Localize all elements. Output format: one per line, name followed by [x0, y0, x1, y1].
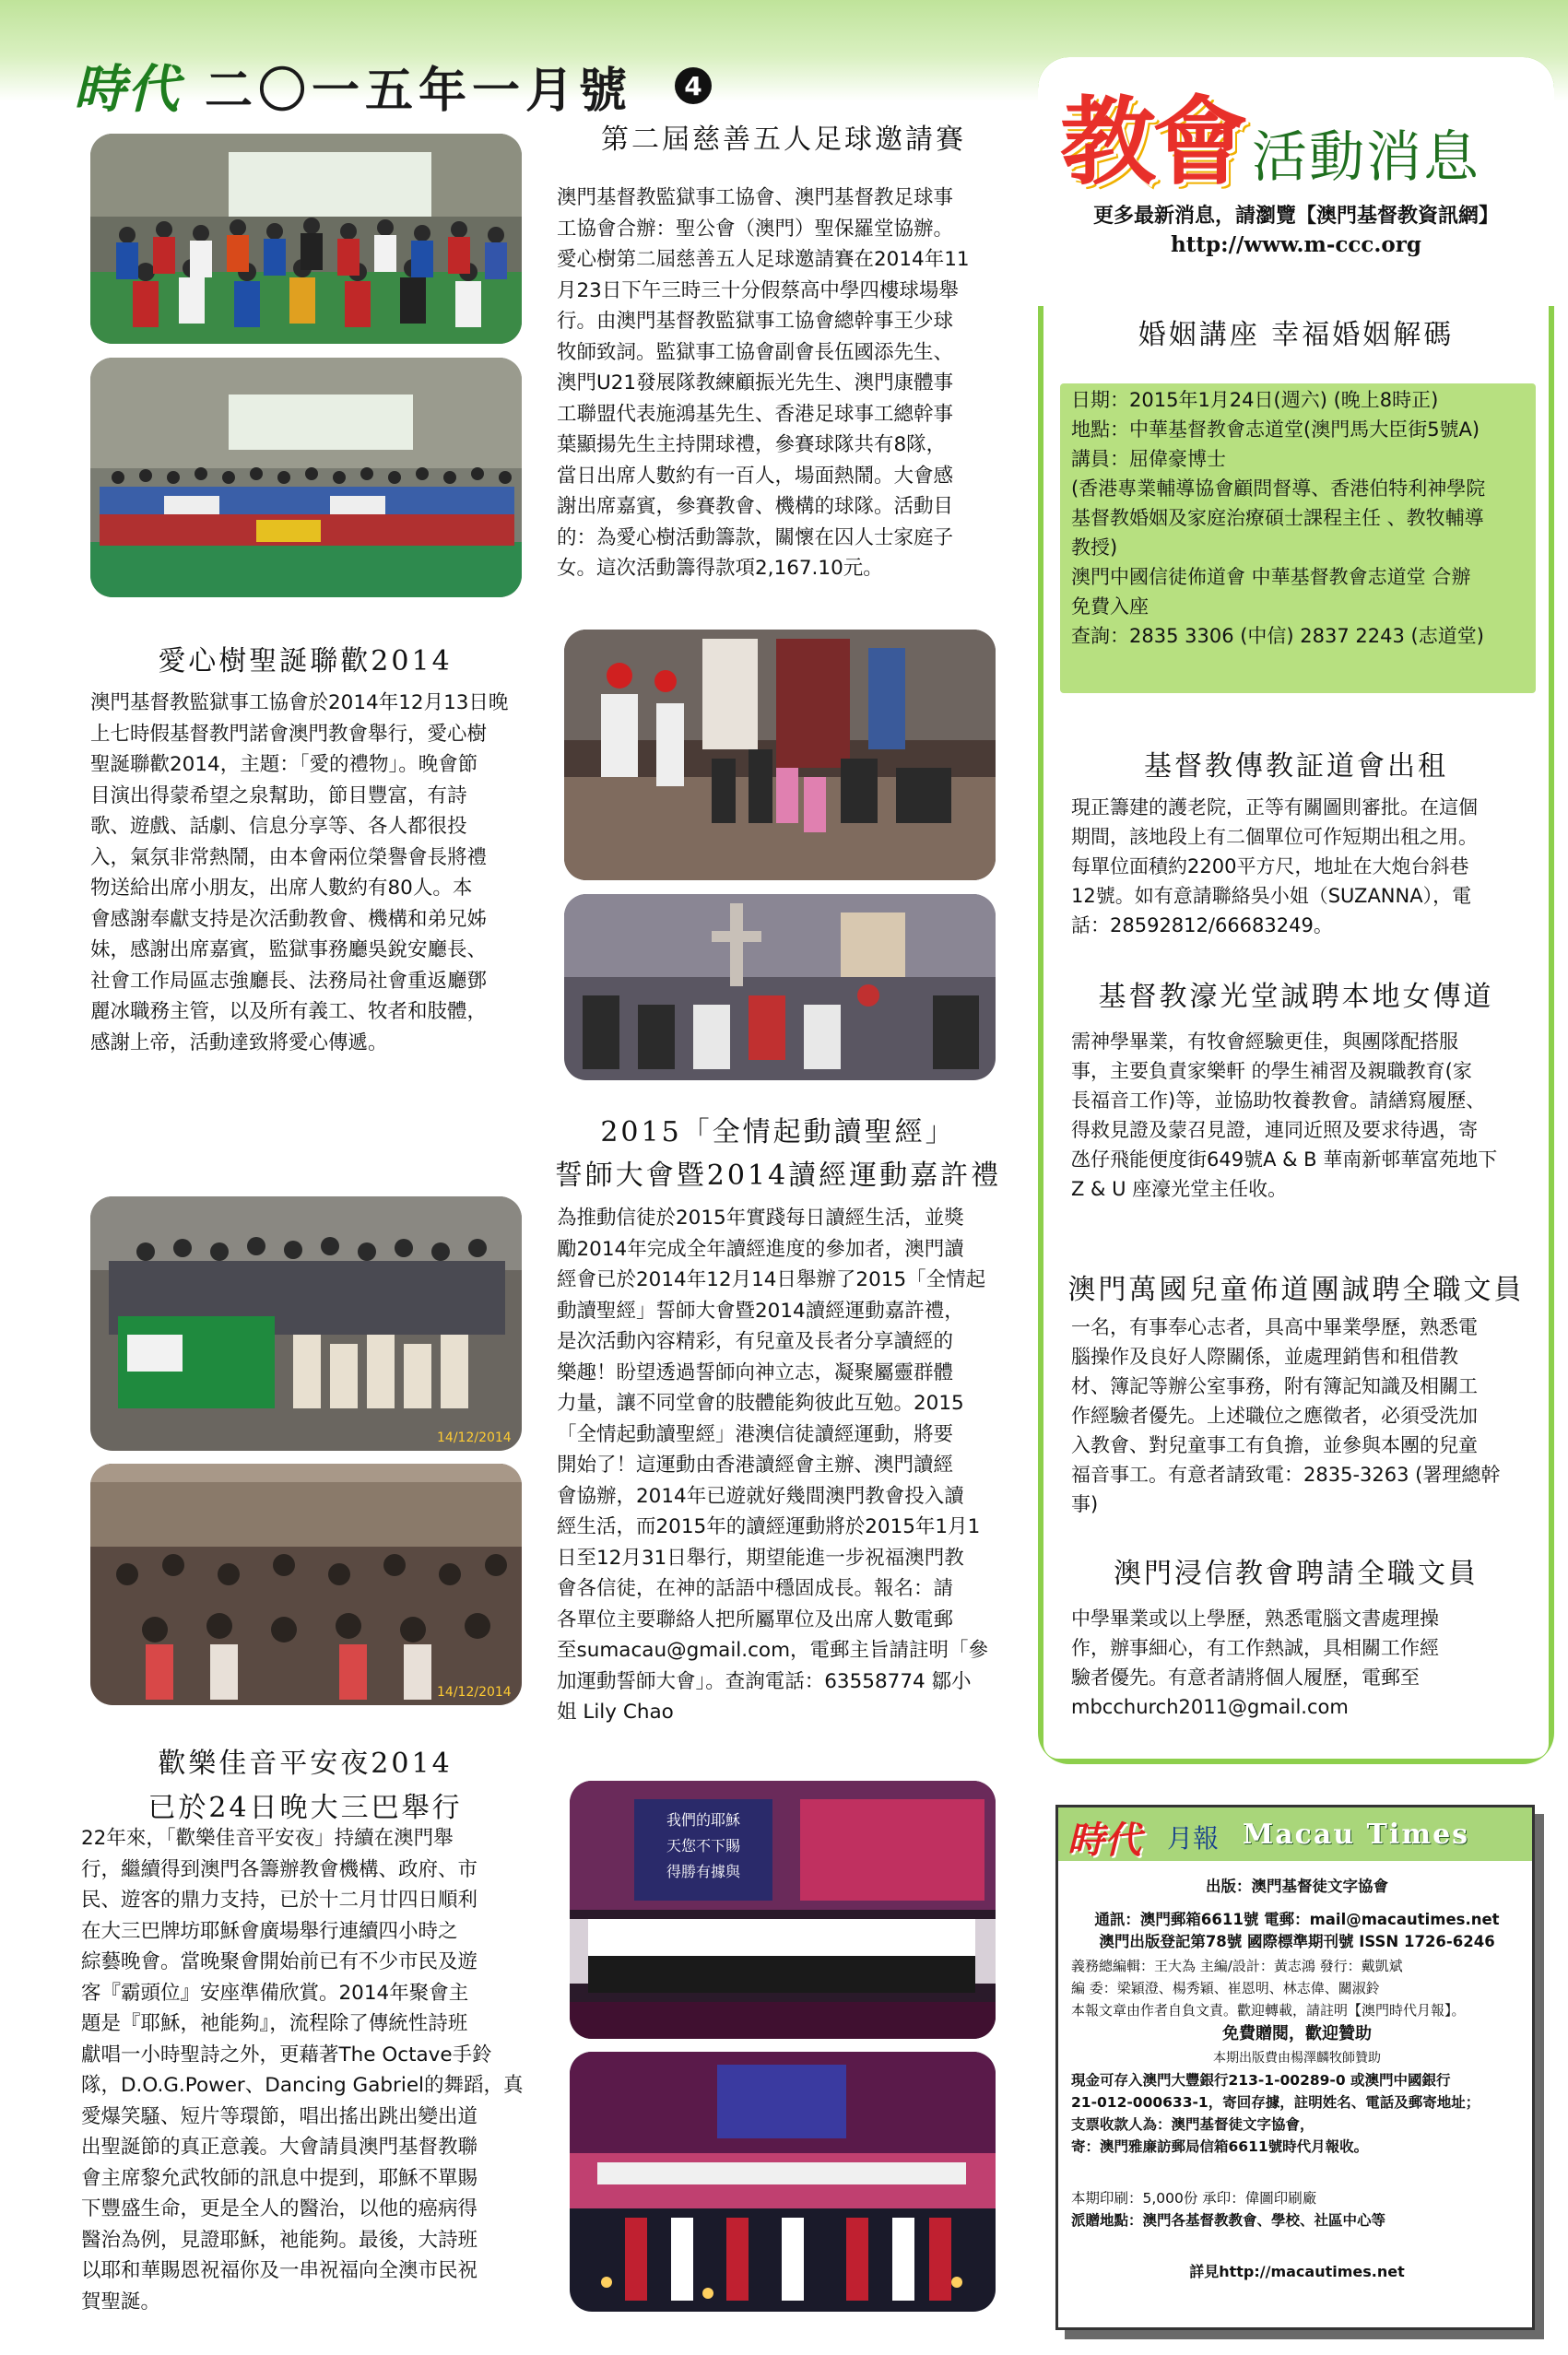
bible-line: 各單位主要聯絡人把所屬單位及出席人數電郵 [557, 1607, 954, 1631]
bible-photo-2-date: 14/12/2014 [437, 1685, 512, 1700]
football-body [557, 183, 1010, 584]
masthead [74, 53, 712, 118]
bible-line: 會協辦，2014年已遊就好幾間澳門教會投入讀 [557, 1484, 964, 1508]
carol-photo-2 [570, 2052, 996, 2312]
football-line: 工協會合辦：聖公會（澳門）聖保羅堂協辦。 [557, 217, 954, 241]
carol-line: 賀聖誕。 [81, 2290, 161, 2314]
bank-line-1: 現金可存入澳門大豐銀行213-1-00289-0 或澳門中國銀行 [1071, 2072, 1451, 2089]
bible-title-line-1: 2015「全情起動讀聖經」 [600, 1116, 956, 1148]
distribution: 派贈地點：澳門各基督教教會、學校、社區中心等 [1071, 2212, 1386, 2229]
carol-line: 題是『耶穌，祂能夠』，流程除了傳統性詩班 [81, 2012, 468, 2035]
children-line: 福音事工。有意者請致電：2835-3263 (署理總幹 [1071, 1464, 1501, 1486]
football-line: 行。由澳門基督教監獄事工協會總幹事王少球 [557, 310, 954, 333]
marriage-line: 地點：中華基督教會志道堂(澳門馬大臣街5號A) [1071, 418, 1480, 441]
carol-body [81, 1823, 544, 2317]
children-line: 事) [1071, 1493, 1099, 1515]
marriage-title: 婚姻講座 幸福婚姻解碼 [1138, 319, 1455, 351]
christmas-line: 物送給出席小朋友，出席人數約有80人。本 [90, 877, 473, 900]
football-photo-1 [90, 134, 522, 344]
more-info-note: 更多最新消息，請瀏覽【澳門基督教資訊網】 [1092, 205, 1499, 228]
rental-line: 現正籌建的護老院，正等有關圖則審批。在這個 [1071, 796, 1478, 818]
baptist-title: 澳門浸信教會聘請全職文員 [1114, 1558, 1479, 1590]
bible-title-line-2: 誓師大會暨2014讀經運動嘉許禮 [554, 1160, 1002, 1192]
bible-line: 姐 Lily Chao [557, 1701, 674, 1724]
baptist-body [1071, 1604, 1521, 1722]
christmas-line: 歌、遊戲、話劇、信息分享等、各人都很投 [90, 815, 467, 838]
mail-address: 寄：澳門雅廉訪郵局信箱6611號時代月報收。 [1071, 2138, 1369, 2155]
church-news-title-small: 活動消息 [1252, 125, 1481, 190]
football-line: 的：為愛心樹活動籌款，關懷在囚人士家庭子 [557, 525, 954, 549]
bible-line: 會各信徒，在神的話語中穩固成長。報名：請 [557, 1577, 954, 1600]
church-news-title-big: 教會 [1060, 86, 1245, 198]
marriage-line: 澳門中國信徒佈道會 中華基督教會志道堂 合辦 [1071, 566, 1471, 588]
rental-line: 每單位面積約2200平方尺，地址在大炮台斜巷 [1071, 855, 1469, 877]
marriage-line: 講員：屈偉豪博士 [1071, 448, 1226, 470]
preacher-body [1071, 1027, 1521, 1204]
publication-monthly: 月報 [1167, 1823, 1220, 1854]
christmas-line: 感謝上帝，活動達致將愛心傳遞。 [90, 1030, 388, 1054]
carol-line: 綜藝晚會。當晚聚會開始前已有不少市民及遊 [81, 1950, 478, 1973]
christmas-line: 聖誕聯歡2014，主題：「愛的禮物」。晚會節 [90, 753, 478, 776]
football-line: 工聯盟代表施鴻基先生、香港足球事工總幹事 [557, 402, 954, 426]
carol-line: 以耶和華賜恩祝福你及一串祝福向全澳市民祝 [81, 2259, 478, 2282]
football-line: 澳門基督教監獄事工協會、澳門基督教足球事 [557, 186, 954, 209]
info-url[interactable]: http://www.m-ccc.org [1171, 232, 1421, 257]
marriage-line: 免費入座 [1071, 595, 1149, 618]
carol-line: 客『霸頭位』安座準備欣賞。2014年聚會主 [81, 1981, 469, 2005]
football-line: 女。這次活動籌得款項2,167.10元。 [557, 557, 883, 580]
bank-line-2: 21-012-000633-1，寄回存據，註明姓名、電話及郵寄地址； [1071, 2094, 1480, 2111]
christmas-photo-2 [564, 894, 996, 1080]
cheque-payee: 支票收款人為：澳門基督徒文字協會， [1071, 2116, 1315, 2133]
marriage-line: (香港專業輔導協會顧問督導、香港伯特利神學院 [1071, 477, 1486, 500]
bible-line: 為推動信徒於2015年實踐每日讀經生活，並獎 [557, 1207, 964, 1230]
carol-line: 隊，D.O.G.Power、Dancing Gabriel的舞蹈，真 [81, 2074, 524, 2097]
children-body [1071, 1313, 1521, 1519]
christmas-line: 妹，感謝出席嘉賓，監獄事務廳吳銳安廳長、 [90, 938, 488, 961]
contact: 通訊：澳門郵箱6611號 電郵：mail@macautimes.net [1094, 1911, 1500, 1928]
christmas-body [90, 688, 538, 1058]
carol-line: 醫治為例，見證耶穌，祂能夠。最後，大詩班 [81, 2228, 478, 2252]
bible-photo-2 [90, 1464, 522, 1705]
marriage-line: 教授) [1071, 536, 1118, 559]
free-copy: 免費贈閱，歡迎贊助 [1222, 2024, 1372, 2043]
children-line: 腦操作及良好人際關係，並處理銷售和租借教 [1071, 1346, 1458, 1368]
carol-banner-text-3: 得勝有據與 [666, 1863, 741, 1880]
brand-title: 時代 [74, 60, 181, 120]
more-link[interactable]: 詳見http://macautimes.net [1189, 2263, 1405, 2280]
football-title: 第二屆慈善五人足球邀請賽 [601, 124, 966, 156]
football-line: 澳門U21發展隊教練顧振光先生、澳門康體事 [557, 371, 954, 394]
church-news-title [1060, 86, 1481, 198]
carol-banner-text-2: 天您不下賜 [666, 1837, 741, 1855]
rental-line: 話：28592812/66683249。 [1071, 914, 1333, 936]
rental-title: 基督教傳教証道會出租 [1144, 750, 1448, 783]
rental-line: 期間，該地段上有二個單位可作短期出租之用。 [1071, 826, 1478, 848]
baptist-line[interactable]: mbcchurch2011@gmail.com [1071, 1696, 1349, 1718]
carol-line: 出聖誕節的真正意義。大會請員澳門基督教聯 [81, 2136, 478, 2159]
carol-line: 會主席黎允武牧師的訊息中提到，耶穌不單賜 [81, 2166, 478, 2190]
marriage-body [1071, 385, 1521, 651]
carol-line: 下豐盛生命，更是全人的醫治，以他的癌病得 [81, 2197, 478, 2220]
christmas-line: 上七時假基督教門諾會澳門教會舉行，愛心樹 [90, 722, 488, 746]
bible-line: 加運動誓師大會」。查詢電話：63558774 鄒小 [557, 1669, 972, 1693]
carol-line: 獻唱一小時聖詩之外，更藉著The Octave手鈴 [81, 2043, 492, 2067]
football-photo-2 [90, 358, 522, 597]
bible-line: 勵2014年完成全年讀經進度的參加者，澳門讀 [557, 1237, 964, 1261]
children-line: 作經驗者優先。上述職位之應徵者，必須受洗加 [1071, 1405, 1478, 1427]
baptist-line: 中學畢業或以上學歷，熟悉電腦文書處理操 [1071, 1607, 1439, 1630]
christmas-line: 會感謝奉獻支持是次活動教會、機構和弟兄姊 [90, 907, 488, 931]
print-run: 本期印刷：5,000份 承印：偉圖印刷廠 [1071, 2190, 1317, 2207]
christmas-line: 社會工作局區志強廳長、法務局社會重返廳鄧 [90, 969, 488, 993]
christmas-title: 愛心樹聖誕聯歡2014 [158, 645, 453, 677]
sponsor-note: 本期出版費由楊澤麟牧師贊助 [1213, 2051, 1381, 2066]
bible-body [557, 1203, 1010, 1728]
bible-line: 是次活動內容精彩，有兒童及長者分享讀經的 [557, 1330, 954, 1353]
football-line: 愛心樹第二屆慈善五人足球邀請賽在2014年11 [557, 248, 970, 271]
bible-line: 日至12月31日舉行，期望能進一步祝福澳門教 [557, 1546, 964, 1570]
staff-line-1: 義務總編輯：王大為 主編/設計：黃志鴻 發行：戴凱斌 [1071, 1958, 1403, 1974]
publisher: 出版：澳門基督徒文字協會 [1206, 1878, 1388, 1895]
christmas-line: 澳門基督教監獄事工協會於2014年12月13日晚 [90, 691, 509, 714]
christmas-line: 麗冰職務主管，以及所有義工、牧者和肢體， [90, 1000, 488, 1023]
publication-brand: 時代 [1067, 1819, 1141, 1862]
bible-line: 「全情起動讀聖經」港澳信徒讀經運動，將要 [557, 1422, 954, 1446]
marriage-line: 基督教婚姻及家庭治療碩士課程主任 、教牧輔導 [1071, 507, 1484, 529]
children-line: 一名，有事奉心志者，具高中畢業學歷，熟悉電 [1071, 1316, 1478, 1338]
bible-photo-1-date: 14/12/2014 [437, 1431, 512, 1445]
football-line: 牧師致詞。監獄事工協會副會長伍國添先生、 [557, 340, 954, 364]
football-line: 葉顯揚先生主持開球禮，參賽球隊共有8隊， [557, 433, 947, 456]
carol-photo-1 [570, 1781, 996, 2039]
christmas-line: 入，氣氛非常熱鬧，由本會兩位榮譽會長將禮 [90, 845, 488, 869]
bible-line: 動讀聖經」誓師大會暨2014讀經運動嘉許禮， [557, 1299, 964, 1323]
preacher-line: Z & U 座濠光堂主任收。 [1071, 1178, 1288, 1200]
carol-line: 愛爆笑騷、短片等環節，唱出搖出跳出變出道 [81, 2104, 478, 2128]
preacher-line: 需神學畢業，有牧會經驗更佳，與團隊配搭服 [1071, 1030, 1458, 1053]
football-line: 月23日下午三時三十分假蔡高中學四樓球場舉 [557, 278, 959, 302]
marriage-line: 日期：2015年1月24日(週六) (晚上8時正) [1071, 389, 1439, 411]
notice: 本報文章由作者自負文責。歡迎轉載，請註明【澳門時代月報】。 [1071, 2002, 1466, 2019]
children-title: 澳門萬國兒童佈道團誠聘全職文員 [1067, 1274, 1525, 1306]
baptist-line: 驗者優先。有意者請將個人履歷，電郵至 [1071, 1666, 1420, 1689]
bible-line: 至sumacau@gmail.com，電郵主旨請註明「參 [557, 1639, 989, 1662]
carol-title-line-2: 已於24日晚大三巴舉行 [147, 1792, 463, 1824]
bible-line: 開始了！這運動由香港讀經會主辦、澳門讀經 [557, 1454, 954, 1477]
bible-line: 經會已於2014年12月14日舉辦了2015「全情起 [557, 1268, 986, 1291]
publication-info-header [1058, 1807, 1532, 1861]
carol-banner-text-1: 我們的耶穌 [666, 1811, 741, 1829]
christmas-line: 目演出得蒙希望之泉幫助，節目豐富，有詩 [90, 783, 467, 807]
staff-line-2: 編 委：梁穎澄、楊秀穎、崔恩明、林志偉、關淑鈴 [1071, 1980, 1380, 1996]
issue-date: 二〇一五年一月號 [205, 63, 633, 119]
bible-line: 樂趣！盼望透過誓師向神立志，凝聚屬靈群體 [557, 1360, 954, 1384]
preacher-title: 基督教濠光堂誠聘本地女傳道 [1098, 981, 1494, 1013]
baptist-line: 作，辦事細心，有工作熱誠，具相關工作經 [1071, 1637, 1439, 1659]
bible-photo-1 [90, 1196, 522, 1451]
christmas-photo-1 [564, 630, 996, 880]
marriage-line: 查詢：2835 3306 (中信) 2837 2243 (志道堂) [1071, 625, 1484, 647]
carol-line: 行，繼續得到澳門各籌辦教會機構、政府、市 [81, 1857, 478, 1881]
preacher-line: 得救見證及蒙召見證，連同近照及要求待遇，寄 [1071, 1119, 1478, 1141]
football-line: 當日出席人數約有一百人，場面熱鬧。大會感 [557, 464, 954, 488]
carol-line: 22年來，「歡樂佳音平安夜」持續在澳門舉 [81, 1827, 454, 1850]
carol-line: 民、遊客的鼎力支持，已於十二月廿四日順利 [81, 1889, 478, 1912]
church-news-panel [1038, 57, 1554, 1764]
bible-line: 力量，讓不同堂會的肢體能夠彼此互勉。2015 [557, 1392, 964, 1415]
children-line: 材、簿記等辦公室事務，附有簿記知識及相關工 [1071, 1375, 1478, 1397]
rental-body [1071, 793, 1521, 940]
publication-info-box [1055, 1805, 1535, 2330]
preacher-line: 事，主要負責家樂軒 的學生補習及親職教育(家 [1071, 1060, 1472, 1082]
rental-line: 12號。如有意請聯絡吳小姐（SUZANNA），電 [1071, 885, 1472, 907]
children-line: 入教會、對兒童事工有負擔，並參與本團的兒童 [1071, 1434, 1478, 1456]
bible-line: 經生活，而2015年的讀經運動將於2015年1月1 [557, 1515, 981, 1538]
page-number: 4 [675, 67, 712, 104]
carol-line: 在大三巴牌坊耶穌會廣場舉行連續四小時之 [81, 1919, 458, 1943]
publication-english-name: Macau Times [1243, 1819, 1470, 1851]
preacher-line: 長福音工作)等，並協助牧養教會。請繕寫履歷、 [1071, 1089, 1486, 1112]
preacher-line: 氹仔飛能便度街649號A & B 華南新邨華富苑地下 [1071, 1148, 1498, 1171]
football-line: 謝出席嘉賓，參賽教會、機構的球隊。活動目 [557, 495, 954, 518]
carol-title-line-1: 歡樂佳音平安夜2014 [158, 1748, 453, 1780]
registration: 澳門出版登記第78號 國際標準期刊號 ISSN 1726-6246 [1099, 1933, 1495, 1950]
